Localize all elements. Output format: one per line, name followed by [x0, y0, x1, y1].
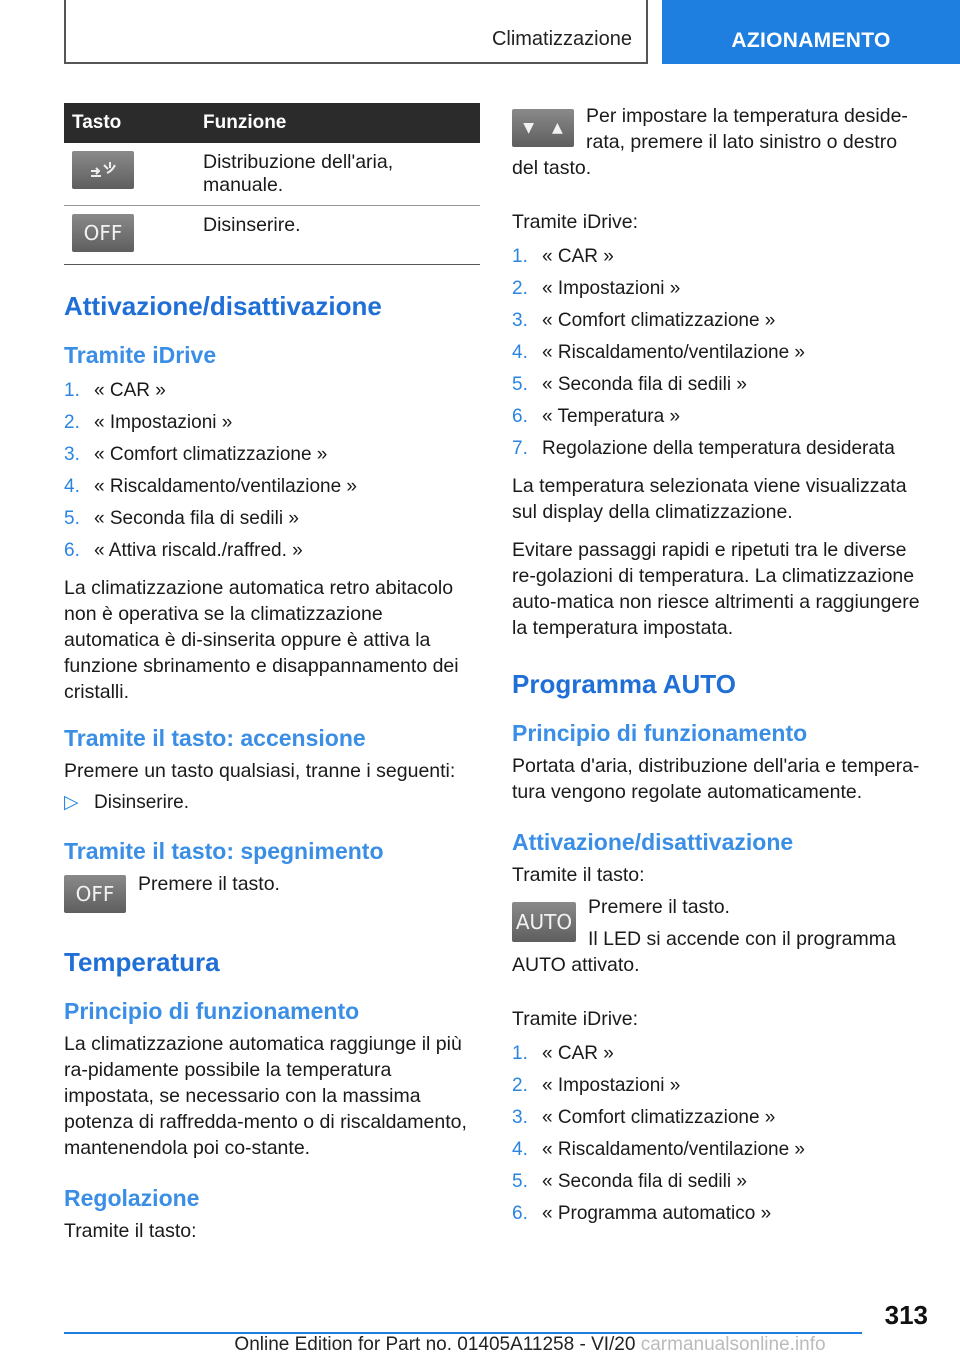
list-item: 5. « Seconda fila di sedili » — [64, 508, 299, 529]
table-header-function: Funzione — [195, 103, 480, 143]
right-column — [512, 103, 928, 1238]
auto-key: AUTO — [512, 902, 576, 942]
heading-activation: Attivazione/disattivazione — [64, 291, 382, 321]
list-item: 3. « Comfort climatizzazione » — [512, 1107, 776, 1128]
list-item: 5. « Seconda fila di sedili » — [512, 374, 747, 395]
page-number: 313 — [884, 1300, 928, 1330]
key-on-text: Premere un tasto qualsiasi, tranne i seguenti: — [64, 760, 456, 782]
left-column — [64, 103, 480, 1256]
list-item: 6. « Attiva riscald./raffred. » — [64, 540, 303, 561]
list-item: 1. « CAR » — [64, 380, 166, 401]
heading-idrive: Tramite iDrive — [64, 342, 217, 368]
heading-principle: Principio di funzionamento — [512, 720, 808, 746]
footer-watermark: carmanualsonline.info — [640, 1334, 826, 1355]
heading-principle: Principio di funzionamento — [64, 998, 360, 1024]
list-item: 4. « Riscaldamento/ventilazione » — [64, 476, 357, 497]
heading-key-off: Tramite il tasto: spegnimento — [64, 838, 384, 864]
auto-steps — [512, 1038, 928, 1230]
auto-press-text: Premere il tasto. — [588, 896, 730, 918]
idrive-label: Tramite iDrive: — [512, 211, 639, 233]
footer-edition: Online Edition for Part no. 01405A11258 - VI/20 carmanualsonline.info — [234, 1334, 826, 1355]
list-item: 1. « CAR » — [512, 1043, 614, 1064]
heading-auto: Programma AUTO — [512, 669, 736, 699]
table-cell: Disinserire. — [195, 206, 480, 265]
list-item: 3. « Comfort climatizzazione » — [512, 310, 776, 331]
temp-note: La temperatura selezionata viene visualizzata sul display della climatizzazione. — [512, 475, 907, 523]
key-off-text: Premere il tasto. — [138, 873, 280, 895]
temp-note: Evitare passaggi rapidi e ripetuti tra le diverse re-golazioni di temperatura. La climatizzazione auto-matica non riesce altrimenti a raggiungere la temperatura impostata. — [512, 539, 920, 639]
heading-key-on: Tramite il tasto: accensione — [64, 725, 366, 751]
list-item: 2. « Impostazioni » — [512, 1075, 681, 1096]
header-frame — [64, 0, 648, 64]
list-item: 5. « Seconda fila di sedili » — [512, 1171, 747, 1192]
list-item: 2. « Impostazioni » — [64, 412, 233, 433]
list-item: 4. « Riscaldamento/ventilazione » — [512, 1139, 805, 1160]
table-row — [64, 206, 480, 265]
list-item: 1. « CAR » — [512, 246, 614, 267]
chapter-tab: AZIONAMENTO — [662, 0, 960, 64]
table-header-key: Tasto — [64, 103, 195, 143]
regulation-text: Tramite il tasto: — [64, 1220, 197, 1242]
principle-text: La climatizzazione automatica raggiunge il più ra-pidamente possibile la temperatura impostata, se necessario con la massima potenza di raffredda-mento o di riscaldamento, mantenendola poi co-stante. — [64, 1033, 467, 1159]
airflow-manual-icon — [72, 151, 134, 189]
table-cell: Distribuzione dell'aria, manuale. — [195, 143, 480, 206]
auto-led-text: Il LED si accende con il programma AUTO attivato. — [512, 928, 896, 976]
key-label: Tramite il tasto: — [512, 864, 645, 886]
heading-activation: Attivazione/disattivazione — [512, 829, 794, 855]
temperature-rocker-icon: ▼▲ — [512, 109, 574, 147]
heading-regulation: Regolazione — [64, 1185, 200, 1211]
list-item: 2. « Impostazioni » — [512, 278, 681, 299]
idrive-note: La climatizzazione automatica retro abitacolo non è operativa se la climatizzazione automatica è di-sinserita oppure è attiva la funzione sbrinamento e disappannamento dei cristalli. — [64, 577, 459, 703]
off-key: OFF — [64, 875, 126, 913]
heading-temperature: Temperatura — [64, 947, 220, 977]
section-title: Climatizzazione — [491, 28, 632, 50]
list-item: 4. « Riscaldamento/ventilazione » — [512, 342, 805, 363]
key-function-table — [64, 103, 480, 265]
list-item: 7. Regolazione della temperatura desiderata — [512, 438, 895, 459]
table-row — [64, 143, 480, 206]
list-item: 3. « Comfort climatizzazione » — [64, 444, 328, 465]
list-item: 6. « Programma automatico » — [512, 1203, 772, 1224]
list-item: 6. « Temperatura » — [512, 406, 681, 427]
off-key: OFF — [72, 214, 134, 252]
temp-key-text: Per impostare la temperatura deside-rata, premere il lato sinistro o destro del tasto. — [512, 105, 908, 179]
list-item: ▷ Disinserire. — [64, 788, 480, 818]
temp-steps — [512, 241, 928, 465]
auto-principle-text: Portata d'aria, distribuzione dell'aria e tempera-tura vengono regolate automaticamente. — [512, 755, 920, 803]
idrive-steps — [64, 375, 480, 567]
idrive-label: Tramite iDrive: — [512, 1008, 639, 1030]
triangle-bullet-icon: ▷ — [64, 792, 79, 813]
